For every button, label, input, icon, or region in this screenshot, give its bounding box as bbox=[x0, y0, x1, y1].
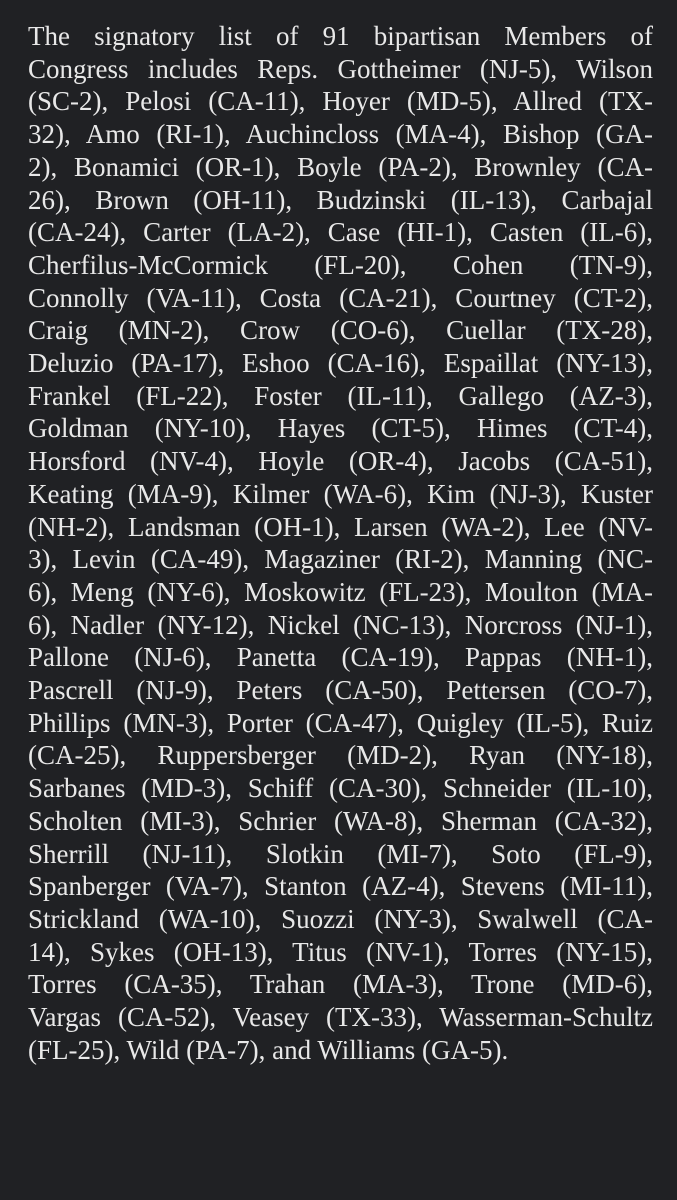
paragraph-line: Frankel (FL-22), Foster (IL-11), Gallego (AZ-3), bbox=[28, 380, 653, 411]
paragraph-line: Sarbanes (MD-3), Schiff (CA-30), Schneider (IL-10), bbox=[28, 773, 653, 804]
paragraph-line: The signatory list of 91 bipartisan Members of bbox=[28, 21, 653, 51]
paragraph-line: (FL-25), Wild (PA-7), and Williams (GA-5). bbox=[28, 1034, 509, 1065]
paragraph-line: Horsford (NV-4), Hoyle (OR-4), Jacobs (CA-51), bbox=[28, 446, 653, 477]
paragraph-line: 26), Brown (OH-11), Budzinski (IL-13), Carbajal bbox=[28, 184, 653, 215]
paragraph-line: Deluzio (PA-17), Eshoo (CA-16), Espaillat (NY-13), bbox=[28, 348, 653, 379]
paragraph-line: Scholten (MI-3), Schrier (WA-8), Sherman (CA-32), bbox=[28, 805, 653, 836]
paragraph-line: (CA-24), Carter (LA-2), Case (HI-1), Casten (IL-6), bbox=[28, 217, 653, 248]
signatory-paragraph bbox=[28, 20, 653, 1067]
paragraph-line: Craig (MN-2), Crow (CO-6), Cuellar (TX-28), bbox=[28, 315, 653, 346]
paragraph-line: Goldman (NY-10), Hayes (CT-5), Himes (CT-4), bbox=[28, 413, 653, 444]
paragraph-line: (SC-2), Pelosi (CA-11), Hoyer (MD-5), Allred (TX- bbox=[28, 86, 653, 117]
paragraph-line: Pascrell (NJ-9), Peters (CA-50), Pettersen (CO-7), bbox=[28, 675, 653, 706]
paragraph-line: Pallone (NJ-6), Panetta (CA-19), Pappas (NH-1), bbox=[28, 642, 653, 673]
paragraph-line: Strickland (WA-10), Suozzi (NY-3), Swalwell (CA- bbox=[28, 903, 653, 934]
paragraph-line: Keating (MA-9), Kilmer (WA-6), Kim (NJ-3), Kuster bbox=[28, 478, 653, 509]
paragraph-line: Torres (CA-35), Trahan (MA-3), Trone (MD-6), bbox=[28, 969, 653, 1000]
paragraph-line: Spanberger (VA-7), Stanton (AZ-4), Stevens (MI-11), bbox=[28, 871, 653, 902]
paragraph-line: 14), Sykes (OH-13), Titus (NV-1), Torres (NY-15), bbox=[28, 936, 653, 967]
paragraph-line: 6), Meng (NY-6), Moskowitz (FL-23), Moulton (MA- bbox=[28, 576, 653, 607]
paragraph-line: 3), Levin (CA-49), Magaziner (RI-2), Manning (NC- bbox=[28, 544, 653, 575]
paragraph-line: (CA-25), Ruppersberger (MD-2), Ryan (NY-18), bbox=[28, 740, 653, 771]
paragraph-line: Phillips (MN-3), Porter (CA-47), Quigley (IL-5), Ruiz bbox=[28, 707, 653, 738]
paragraph-line: Vargas (CA-52), Veasey (TX-33), Wasserman-Schultz bbox=[28, 1002, 653, 1033]
paragraph-line: (NH-2), Landsman (OH-1), Larsen (WA-2), Lee (NV- bbox=[28, 511, 653, 542]
paragraph-line: 2), Bonamici (OR-1), Boyle (PA-2), Brownley (CA- bbox=[28, 151, 653, 182]
paragraph-line: 6), Nadler (NY-12), Nickel (NC-13), Norcross (NJ-1), bbox=[28, 609, 653, 640]
paragraph-line: Congress includes Reps. Gottheimer (NJ-5), Wilson bbox=[28, 53, 653, 84]
paragraph-line: 32), Amo (RI-1), Auchincloss (MA-4), Bishop (GA- bbox=[28, 119, 653, 150]
paragraph-line: Connolly (VA-11), Costa (CA-21), Courtney (CT-2), bbox=[28, 282, 653, 313]
paragraph-line: Cherfilus-McCormick (FL-20), Cohen (TN-9), bbox=[28, 249, 653, 280]
paragraph-line: Sherrill (NJ-11), Slotkin (MI-7), Soto (FL-9), bbox=[28, 838, 653, 869]
